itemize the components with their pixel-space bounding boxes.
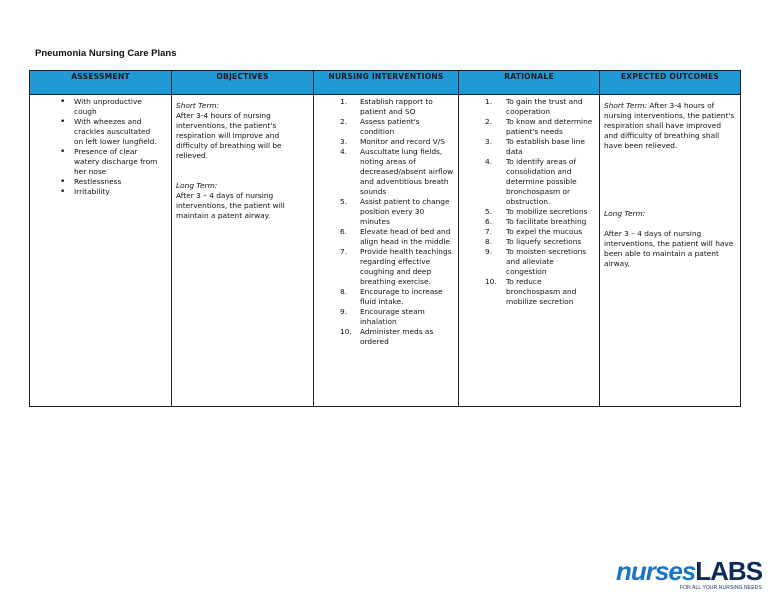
list-item: • Restlessness bbox=[34, 177, 167, 187]
short-term-text: After 3-4 hours of nursing interventions, the patient's respiration shall have improved and difficulty of breathing shall have been relieved. bbox=[604, 101, 735, 150]
list-item: • With wheezes and crackles auscultated on left lower lungfield. bbox=[34, 117, 167, 147]
header-objectives: OBJECTIVES bbox=[172, 71, 314, 95]
list-item: • Irritability bbox=[34, 187, 167, 197]
header-rationale: RATIONALE bbox=[459, 71, 600, 95]
list-item: 2. Assess patient's condition bbox=[340, 117, 420, 136]
list-item: 3. To establish base line data bbox=[485, 137, 585, 156]
long-term-label: Long Term: bbox=[604, 209, 646, 218]
long-term-label: Long Term: bbox=[176, 181, 218, 190]
short-term-text: After 3-4 hours of nursing interventions, the patient's respiration will improve and difficulty of breathing will be relieved. bbox=[176, 111, 282, 160]
page-title: Pneumonia Nursing Care Plans bbox=[35, 48, 177, 59]
interventions-cell bbox=[314, 95, 459, 407]
table-header-row bbox=[30, 71, 741, 95]
list-item: 8. Encourage to increase fluid intake. bbox=[340, 287, 443, 306]
header-expected-outcomes: EXPECTED OUTCOMES bbox=[600, 71, 741, 95]
logo-text-nurses: nurses bbox=[616, 556, 696, 586]
list-item: 4. To identify areas of consolidation and determine possible bronchospasm or obstruction. bbox=[485, 157, 577, 206]
short-term-label: Short Term: bbox=[176, 101, 220, 110]
header-assessment: ASSESSMENT bbox=[30, 71, 172, 95]
list-item: 4. Auscultate lung fields, noting areas of decreased/absent airflow and adventitious breath sounds bbox=[340, 147, 454, 196]
objectives-cell bbox=[172, 95, 314, 407]
expected-outcomes-cell bbox=[600, 95, 741, 407]
long-term-text: After 3 – 4 days of nursing interventions, the patient will maintain a patent airway. bbox=[176, 191, 285, 220]
logo-text-labs: LABS bbox=[695, 556, 763, 586]
list-item: 2. To know and determine patient's needs bbox=[485, 117, 593, 136]
header-nursing-interventions: NURSING INTERVENTIONS bbox=[314, 71, 459, 95]
interventions-list bbox=[318, 97, 454, 347]
list-item: 6. To facilitate breathing bbox=[485, 217, 587, 226]
short-term-label: Short Term: bbox=[604, 101, 648, 110]
rationale-cell bbox=[459, 95, 600, 407]
list-item: 10. To reduce bronchospasm and mobilize secretion bbox=[485, 277, 577, 306]
list-item: 7. To expel the mucous bbox=[485, 227, 583, 236]
list-item: 9. Encourage steam inhalation bbox=[340, 307, 425, 326]
list-item: 8. To liquefy secretions bbox=[485, 237, 582, 246]
logo-tagline: FOR ALL YOUR NURSING NEEDS bbox=[680, 585, 762, 591]
list-item: 5. Assist patient to change position every 30 minutes bbox=[340, 197, 450, 226]
list-item: 7. Provide health teachings regarding effective coughing and deep breathing exercise. bbox=[340, 247, 452, 286]
list-item: 5. To mobilize secretions bbox=[485, 207, 588, 216]
list-item: 1. To gain the trust and cooperation bbox=[485, 97, 583, 116]
list-item: • Presence of clear watery discharge from her nose bbox=[34, 147, 167, 177]
list-item: • With unproductive cough bbox=[34, 97, 167, 117]
list-item: 9. To moisten secretions and alleviate congestion bbox=[485, 247, 587, 276]
assessment-cell bbox=[30, 95, 172, 407]
care-plan-table bbox=[29, 70, 741, 407]
long-term-text: After 3 – 4 days of nursing interventions, the patient will have been able to maintain a patent airway. bbox=[604, 229, 734, 268]
assessment-list bbox=[34, 97, 167, 197]
table-row bbox=[30, 95, 741, 407]
nurseslabs-logo bbox=[616, 556, 766, 594]
rationale-list bbox=[463, 97, 595, 307]
list-item: 1. Establish rapport to patient and SO bbox=[340, 97, 433, 116]
list-item: 6. Elevate head of bed and align head in the middle bbox=[340, 227, 451, 246]
list-item: 10. Administer meds as ordered bbox=[340, 327, 434, 346]
list-item: 3. Monitor and record V/S bbox=[340, 137, 445, 146]
